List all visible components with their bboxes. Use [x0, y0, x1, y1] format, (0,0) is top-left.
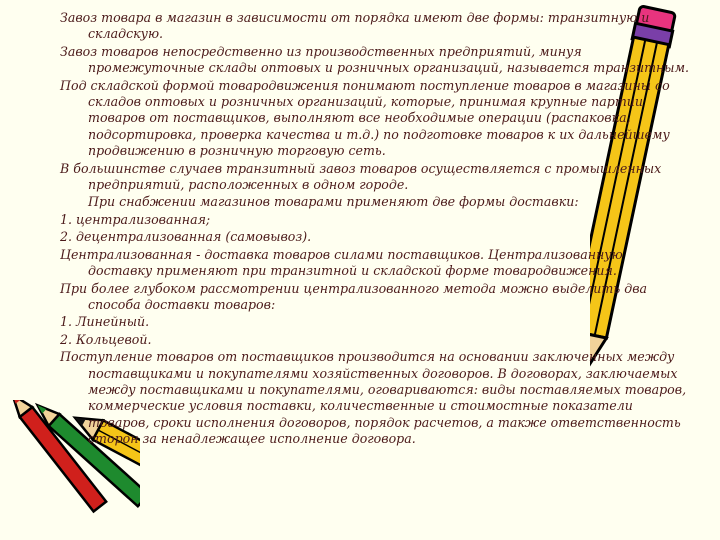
- paragraph: Централизованная - доставка товаров силами поставщиков. Централизованную доставку применяют при транзитной и складской форме товародвижения.: [60, 246, 623, 279]
- paragraph: Под складской формой товародвижения понимают поступление товаров в магазины со складов оптовых и розничных организаций, которые, принимая крупные партии товаров от поставщиков, выполняют все необходимые операции (распаковка, подсортировка, проверка качества и т.д.) по подготовке товаров к их дальнейшему продвижению в розничную торговую сеть.: [60, 77, 670, 159]
- list-item: 1. централизованная;: [60, 211, 211, 227]
- paragraph: Поступление товаров от поставщиков производится на основании заключенных между поставщиками и покупателями хозяйственных договоров. В договорах, заключаемых между поставщиками и покупателями, оговариваются: виды поставляемых товаров, коммерческие условия поставки, количественные и стоимостные показатели товаров, сроки исполнения договоров, порядок расчетов, а также ответственность сторон за ненадлежащее исполнение договора.: [60, 349, 687, 447]
- paragraph: Завоз товара в магазин в зависимости от порядка имеют две формы: транзитную и складскую.: [60, 10, 650, 42]
- paragraph: Завоз товаров непосредственно из производственных предприятий, минуя промежуточные склады оптовых и розничных организаций, называется транзитным.: [60, 43, 690, 76]
- paragraph: При более глубоком рассмотрении централизованного метода можно выделить два способа доставки товаров:: [60, 280, 648, 312]
- list-item: 1. Линейный.: [60, 314, 150, 330]
- list-item: 2. децентрализованная (самовывоз).: [60, 229, 312, 245]
- paragraph: При снабжении магазинов товарами применяют две формы доставки:: [88, 194, 579, 210]
- paragraph: В большинстве случаев транзитный завоз товаров осуществляется с промышленных предприятий, расположенных в одном городе.: [60, 160, 662, 193]
- list-item: 2. Кольцевой.: [60, 331, 152, 347]
- body-text: [60, 10, 690, 449]
